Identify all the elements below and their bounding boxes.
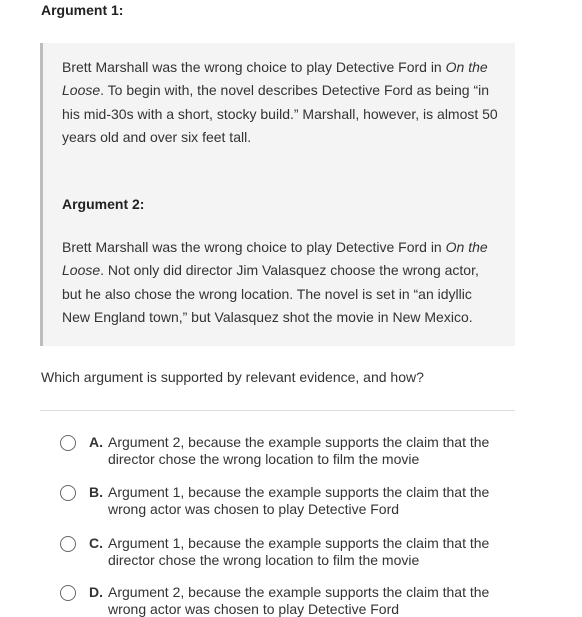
argument-1-heading: Argument 1:: [41, 2, 124, 18]
argument-1-text-end: . To begin with, the novel describes Detective Ford as being “in his mid-30s with a short, stocky build.” Marshall, however, is almost 50 years old and over six feet tall.: [62, 82, 498, 145]
argument-2-text: [62, 236, 498, 329]
radio-button-b[interactable]: [60, 485, 76, 501]
divider: [40, 410, 515, 411]
argument-1-text: [62, 56, 498, 149]
option-text-c: Argument 1, because the example supports the claim that the director chose the wrong location to film the movie: [108, 535, 490, 568]
argument-2-heading: Argument 2:: [62, 196, 145, 212]
radio-button-c[interactable]: [60, 536, 76, 552]
argument-1-text-start: Brett Marshall was the wrong choice to play Detective Ford in: [62, 59, 446, 75]
option-text-d: Argument 2, because the example supports the claim that the wrong actor was chosen to play Detective Ford: [108, 584, 490, 617]
passage-box: [40, 43, 515, 346]
argument-2-text-end: . Not only did director Jim Valasquez choose the wrong actor, but he also chose the wrong location. The novel is set in “an idyllic New England town,” but Valasquez shot the movie in New Mexico.: [62, 262, 479, 325]
radio-button-a[interactable]: [60, 435, 76, 451]
option-letter-d: D.: [89, 584, 103, 600]
option-text-b: Argument 1, because the example supports the claim that the wrong actor was chosen to play Detective Ford: [108, 484, 490, 517]
option-text-a: Argument 2, because the example supports the claim that the director chose the wrong location to film the movie: [108, 434, 490, 467]
argument-2-book-title: On the Loose: [62, 239, 488, 279]
option-letter-a: A.: [89, 434, 103, 450]
question-prompt: Which argument is supported by relevant evidence, and how?: [41, 369, 424, 385]
option-letter-c: C.: [89, 535, 103, 551]
radio-button-d[interactable]: [60, 585, 76, 601]
argument-2-text-start: Brett Marshall was the wrong choice to play Detective Ford in: [62, 239, 446, 255]
argument-1-book-title: On the Loose: [62, 59, 488, 99]
option-letter-b: B.: [89, 484, 103, 500]
